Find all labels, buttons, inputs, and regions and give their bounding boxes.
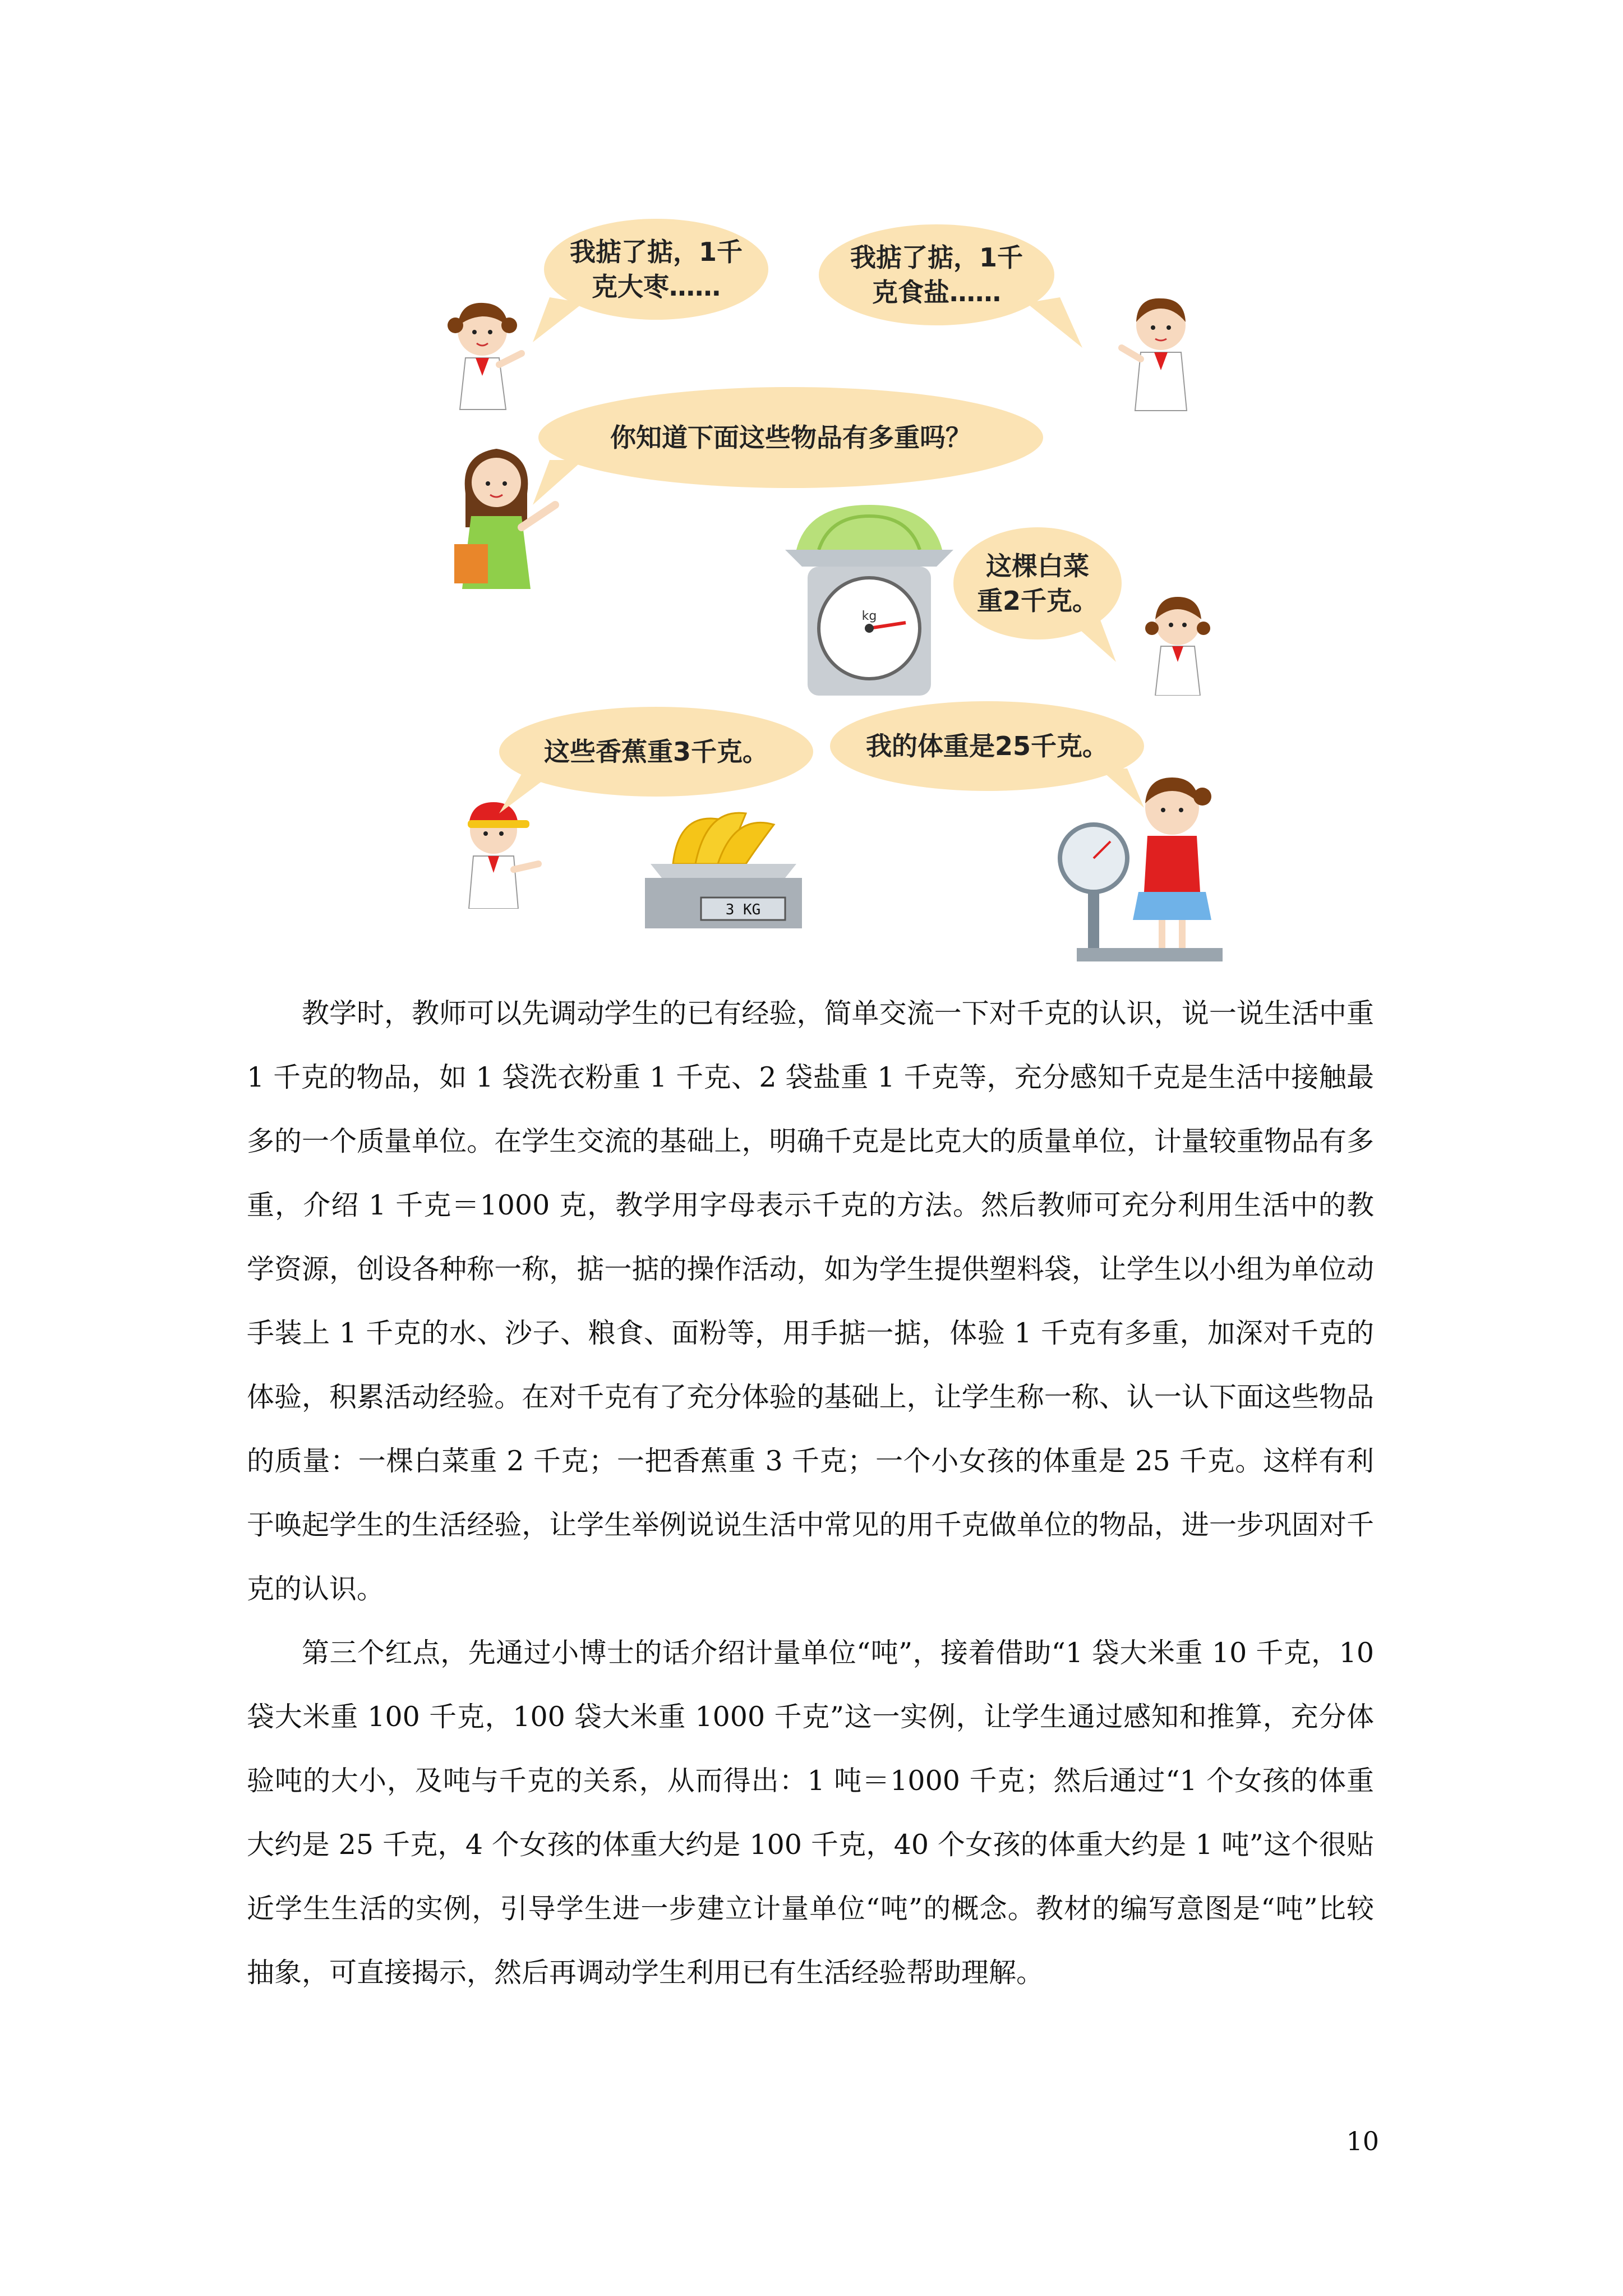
bubble-banana-text: 这些香蕉重3千克。 (543, 737, 768, 767)
paragraph-1: 教学时，教师可以先调动学生的已有经验，简单交流一下对千克的认识，说一说生活中重 1 千克的物品，如 1 袋洗衣粉重 1 千克、2 袋盐重 1 千克等，充分感知千克是生活中接触最多的一个质量单位。在学生交流的基础上，明确千克是比克大的质量单位，计量较重物品有多重，介绍 1 千克＝1000 克，教学用字母表示千克的方法。然后教师可充分利用生活中的教学资源，创设各种称一称，掂一掂的操作活动，如为学生提供塑料袋，让学生以小组为单位动手装上 1 千克的水、沙子、粮食、面粉等，用手掂一掂，体验 1 千克有多重，加深对千克的体验，积累活动经验。在对千克有了充分体验的基础上，让学生称一称、认一认下面这些物品的质量：一棵白菜重 2 千克；一把香蕉重 3 千克；一个小女孩的体重是 25 千克。这样有利于唤起学生的生活经验，让学生举例说说生活中常见的用千克做单位的物品，进一步巩固对千克的认识。 (247, 997, 1374, 1605)
bubble-dates-line-1: 我掂了掂，1千 (569, 237, 743, 267)
bubble-salt-line-2: 克食盐…… (872, 277, 1001, 307)
bananas-digital-scale (639, 797, 808, 937)
textbook-illustration (437, 213, 1234, 965)
cabbage-dial-scale (785, 494, 953, 701)
girl-with-pigtails-figure (443, 292, 538, 415)
body-text (247, 982, 1374, 2005)
paragraph-2: 第三个红点，先通过小博士的话介绍计量单位“吨”，接着借助“1 袋大米重 10 千克，10 袋大米重 100 千克，100 袋大米重 1000 千克”这一实例，让学生通过感知和推算，充分体验吨的大小，及吨与千克的关系，从而得出：1 吨＝1000 千克；然后通过“1 个女孩的体重大约是 25 千克，4 个女孩的体重大约是 100 千克，40 个女孩的体重大约是 1 吨”这个很贴近学生生活的实例，引导学生进一步建立计量单位“吨”的概念。教材的编写意图是“吨”比较抽象，可直接揭示，然后再调动学生利用已有生活经验帮助理解。 (247, 1637, 1374, 1989)
bubble-cabbage-line-1: 这棵白菜 (985, 551, 1089, 581)
boy-figure (1116, 286, 1206, 415)
bubble-body-weight-text: 我的体重是25千克。 (865, 731, 1108, 761)
bubble-salt-line-1: 我掂了掂，1千 (850, 242, 1023, 273)
bubble-dates-line-2: 克大枣…… (591, 272, 721, 302)
bubble-teacher-text: 你知道下面这些物品有多重吗？ (610, 422, 971, 453)
speech-bubble-teacher (538, 387, 1043, 488)
bubble-tail (1026, 297, 1082, 353)
speech-bubble-banana (499, 707, 813, 797)
dial-unit-label: kg (861, 609, 877, 623)
small-girl-figure (1133, 583, 1228, 696)
bubble-cabbage-line-2: 重2千克。 (976, 586, 1098, 616)
teacher-figure (443, 432, 572, 589)
speech-bubble-salt (819, 224, 1054, 325)
bubble-tail (499, 774, 544, 819)
girl-on-body-scale (1043, 763, 1234, 965)
bubble-tail (533, 297, 589, 342)
bubble-tail (533, 460, 589, 505)
scale-readout: 3 KG (725, 901, 761, 918)
bubble-tail (1066, 617, 1116, 662)
page-number: 10 (1346, 2126, 1379, 2156)
